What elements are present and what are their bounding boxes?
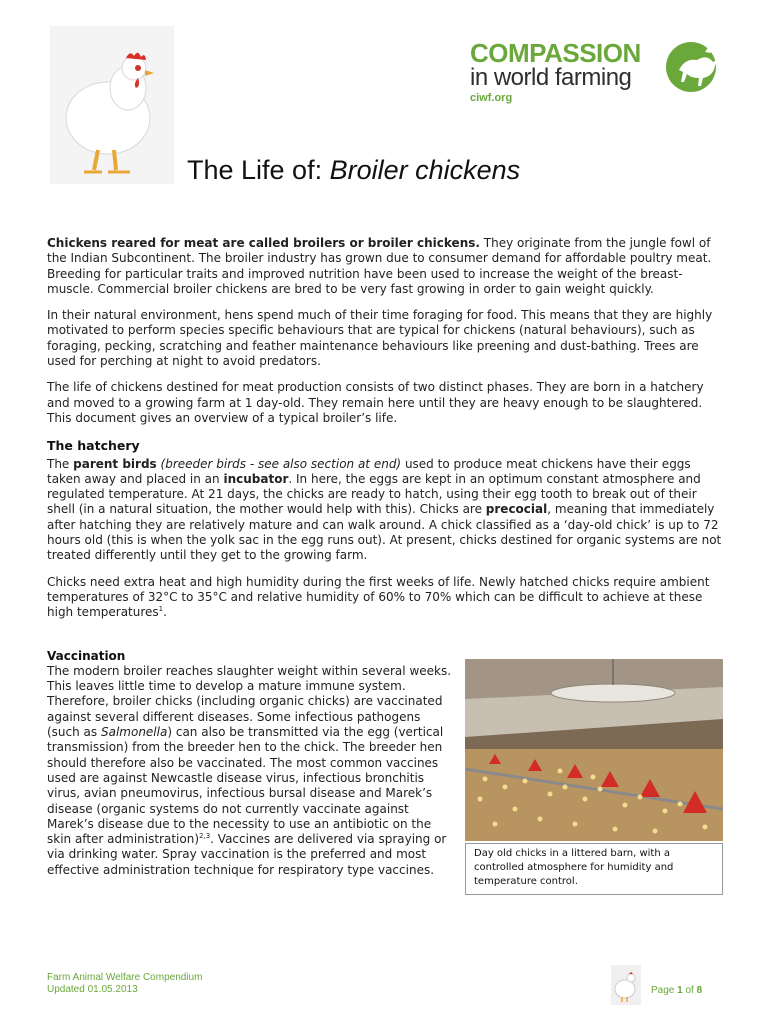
- hatchery-p1-text-3: . In here, the eggs are kept in an optimum constant atmosphere and regulated temperature. At 21 days, the chicks are ready to hatch, using their egg tooth to break out of their shell (in a natural situation, the mother would help with this). Chicks are: [47, 471, 701, 517]
- page-number: 1: [677, 985, 683, 996]
- vaccination-paragraph: [47, 664, 452, 878]
- incubator-term: incubator: [223, 471, 289, 486]
- vaccination-text-2: ) can also be transmitted via the egg (vertical transmission) from the breeder hen to the chick. The breeder hen should therefore also be vaccinated. The most common vaccines used are against Newcastle disease virus, infectious bronchitis virus, avian pneumovirus, infectious bursal disease and Marek’s disease (organic systems do not currently vaccinate against Marek’s disease due to the necessity to use an antibiotic on the skin after administration): [47, 725, 444, 847]
- hatchery-paragraph-1: [47, 457, 723, 564]
- logo-wordmark-farming: in world farming: [470, 64, 632, 91]
- hatchery-heading: The hatchery: [47, 438, 140, 454]
- footer-info: [47, 972, 202, 996]
- header-hen-image: [50, 26, 174, 184]
- intro-paragraph: [47, 236, 723, 297]
- salmonella-term: Salmonella: [100, 725, 168, 740]
- logo-wordmark-compassion: COMPASSION: [470, 38, 641, 68]
- precocial-term: precocial: [485, 502, 548, 517]
- intro-lead: Chickens reared for meat are called broilers or broiler chickens.: [47, 236, 480, 250]
- intro-rest: They originate from the jungle fowl of the Indian Subcontinent. The broiler industry has grown due to consumer demand for affordable poultry meat. Breeding for particular traits and improved nutrition have been used to increase the weight of the breast-muscle. Commercial broiler chickens are bred to be very fast growing in order to gain weight quickly.: [47, 236, 712, 296]
- main-content: [47, 236, 723, 889]
- hatchery-p1-text-1: The: [47, 456, 74, 471]
- natural-behaviour-paragraph: In their natural environment, hens spend much of their time foraging for food. This means that they are highly motivated to perform species specific behaviours that are typical for chickens (natural behaviours), such as foraging, pecking, scratching and feather maintenance behaviours like preening and dust-bathing. Trees are used for perching at night to avoid predators.: [47, 308, 713, 369]
- hatchery-p2-end: .: [163, 605, 167, 620]
- of-word: of: [685, 985, 694, 996]
- logo-url: ciwf.org: [470, 92, 513, 104]
- page-word: Page: [651, 985, 675, 996]
- figure-caption: Day old chicks in a littered barn, with a controlled atmosphere for humidity and temperature control.: [465, 843, 723, 895]
- title-subject: Broiler chickens: [329, 155, 521, 185]
- vaccination-section: [47, 648, 723, 887]
- barn-figure: [465, 659, 723, 895]
- barn-chicks-photo: [465, 659, 723, 841]
- page-total: 8: [696, 985, 703, 996]
- title-prefix: The Life of:: [187, 155, 323, 185]
- footnote-ref-1: 1: [158, 605, 164, 614]
- life-phases-paragraph: The life of chickens destined for meat production consists of two distinct phases. They are born in a hatchery and moved to a growing farm at 1 day-old. They remain here until they are heavy enough to be slaughtered. This document gives an overview of a typical broiler’s life.: [47, 380, 704, 425]
- hatchery-paragraph-2: [47, 575, 723, 621]
- breeder-birds-note: (breeder birds - see also section at end): [160, 456, 402, 471]
- footer-updated: Updated 01.05.2013: [47, 984, 138, 995]
- vaccination-heading: Vaccination: [47, 648, 126, 663]
- parent-birds-term: parent birds: [73, 456, 157, 471]
- page-indicator: [651, 985, 702, 996]
- footer-compendium: Farm Animal Welfare Compendium: [47, 972, 203, 983]
- hatchery-p1-text-2: used to produce meat chickens have their eggs taken away and placed in an: [47, 456, 691, 486]
- hatchery-p1-text-4: , meaning that immediately after hatching they are relatively mature and can walk around. A chick classified as a ‘day-old chick’ is up to 72 hours old (this is when the yolk sac in the egg runs out). At present, chicks destined for organic systems are not treated differently until they get to the growing farm.: [47, 502, 722, 563]
- footer-hen-image: [611, 965, 641, 1005]
- page-title: [187, 155, 520, 186]
- animals-silhouette-icon: [665, 40, 723, 94]
- vaccination-text-1: The modern broiler reaches slaughter weight within several weeks. This leaves little time to develop a mature immune system. Therefore, broiler chicks (including organic chicks) are vaccinated against several different diseases. Some infectious pathogens (such as: [47, 663, 452, 740]
- ciwf-logo: [470, 40, 730, 110]
- footnote-ref-2-3: 2,3: [199, 832, 211, 841]
- vaccination-text-3: . Vaccines are delivered via spraying or via drinking water. Spray vaccination is the preferred and most effective administration technique for respiratory type vaccines.: [47, 832, 447, 877]
- hatchery-p2-text: Chicks need extra heat and high humidity during the first weeks of life. Newly hatched chicks require ambient temperatures of 32°C to 35°C and relative humidity of 60% to 70% which can be difficult to achieve at these high temperatures: [47, 574, 710, 620]
